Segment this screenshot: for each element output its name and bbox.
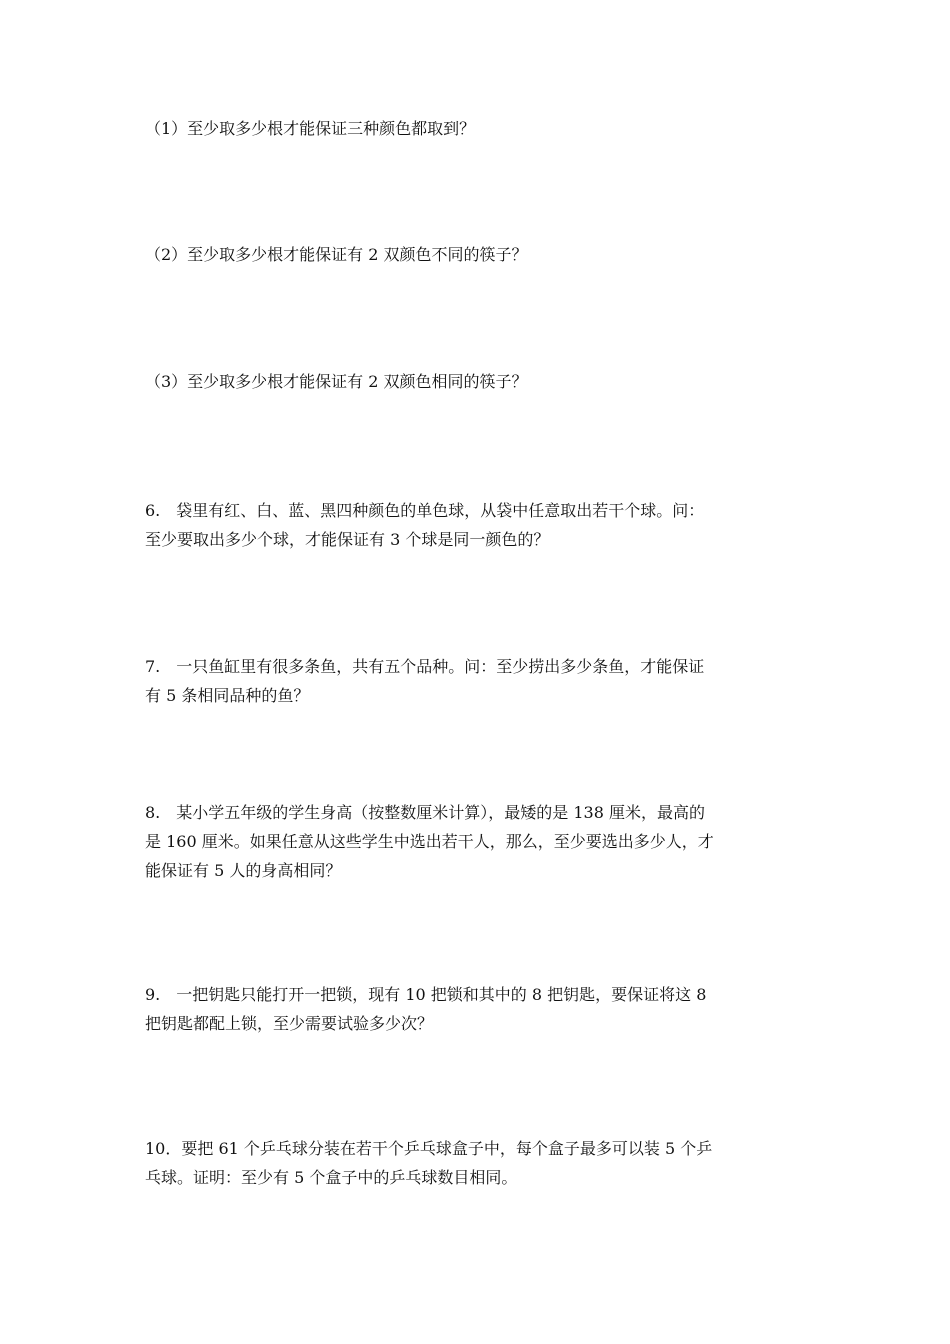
sub-question-text: （1）至少取多少根才能保证三种颜色都取到？ (145, 119, 476, 138)
problem-8 (145, 798, 815, 885)
problem-line: 有 5 条相同品种的鱼？ (145, 686, 310, 705)
problem-line: 8. 某小学五年级的学生身高（按整数厘米计算），最矮的是 138 厘米，最高的 (145, 803, 705, 822)
problem-9 (145, 980, 815, 1038)
problem-6 (145, 496, 815, 554)
problem-line: 把钥匙都配上锁，至少需要试验多少次？ (145, 1014, 434, 1033)
problem-line: 至少要取出多少个球，才能保证有 3 个球是同一颜色的？ (145, 530, 550, 549)
problem-line: 10．要把 61 个乒乓球分装在若干个乒乓球盒子中，每个盒子最多可以装 5 个乒 (145, 1139, 713, 1158)
sub-question-3 (145, 367, 815, 396)
problem-10 (145, 1134, 815, 1192)
problem-line: 6. 袋里有红、白、蓝、黑四种颜色的单色球，从袋中任意取出若干个球。问： (145, 501, 705, 520)
problem-line: 是 160 厘米。如果任意从这些学生中选出若干人，那么，至少要选出多少人，才 (145, 832, 714, 851)
sub-question-1 (145, 114, 815, 143)
problem-line: 能保证有 5 人的身高相同？ (145, 861, 342, 880)
sub-question-2 (145, 240, 815, 269)
sub-question-text: （3）至少取多少根才能保证有 2 双颜色相同的筷子？ (145, 372, 528, 391)
problem-7 (145, 652, 815, 710)
problem-line: 乓球。证明：至少有 5 个盒子中的乒乓球数目相同。 (145, 1168, 518, 1187)
problem-line: 9. 一把钥匙只能打开一把锁，现有 10 把锁和其中的 8 把钥匙，要保证将这 8 (145, 985, 707, 1004)
sub-question-text: （2）至少取多少根才能保证有 2 双颜色不同的筷子？ (145, 245, 528, 264)
problem-line: 7. 一只鱼缸里有很多条鱼，共有五个品种。问：至少捞出多少条鱼，才能保证 (145, 657, 705, 676)
